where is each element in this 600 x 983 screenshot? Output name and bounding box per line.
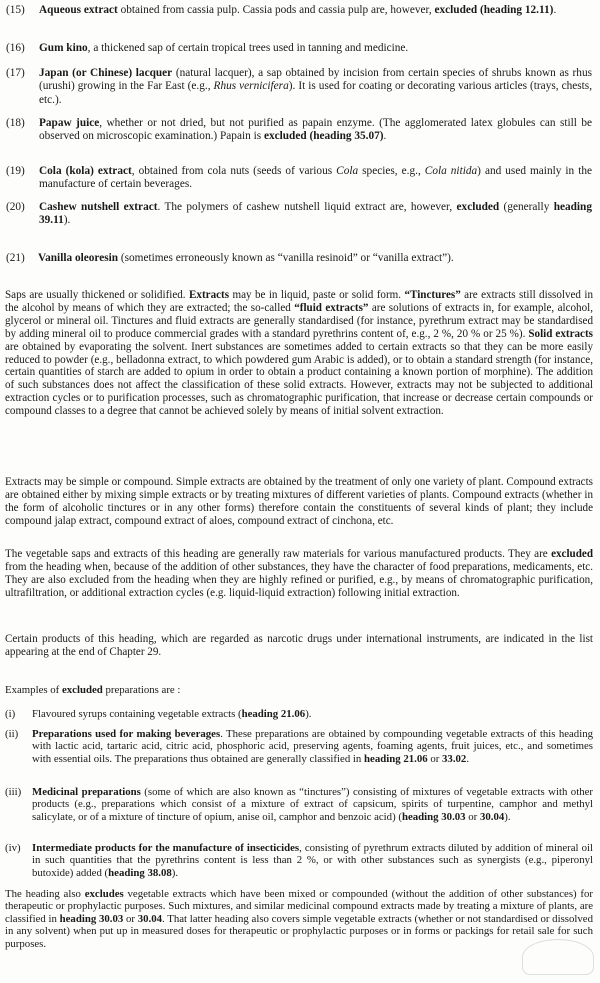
text-run: species, e.g., (358, 165, 425, 177)
bold-term: Cola (kola) extract (39, 165, 132, 177)
item-number: (16) (6, 42, 25, 54)
text-run: or (123, 912, 138, 925)
text-run: (some of which are also known as “tinctures”) consisting of mixtures of vegetable extracts with other products (e.g., preparations which consist of a mixture of extract of capsicum, spirits of turpentine, camphor and methyl salicylate, or of a mixture of tincture of opium, anise oil, camphor and benzoic acid) ( (32, 786, 593, 823)
text-run: (sometimes erroneously known as “vanilla resinoid” or “vanilla extract”). (118, 252, 454, 264)
text-run: , obtained from cola nuts (seeds of various (131, 165, 337, 177)
bold-term: heading 21.06 (364, 752, 428, 765)
bold-term: excluded (heading 12.11) (434, 4, 554, 16)
bold-term: excludes (84, 888, 124, 900)
text-run: . That latter heading also covers simple vegetable extracts (whether or not standardised or dissolved in any solvent) when put up in measured doses for therapeutic or prophylactic purposes or in forms or packings for retail sale for such purposes. (5, 912, 593, 950)
text-run: obtained from cassia pulp. Cassia pods and cassia pulp are, however, (117, 4, 435, 16)
bold-term: excluded (551, 548, 593, 560)
item-number: (21) (6, 252, 25, 264)
bold-term: Intermediate products for the manufacture of insecticides (32, 842, 300, 854)
bold-term: Preparations used for making beverages (32, 728, 221, 740)
text-run: Flavoured syrups containing vegetable extracts ( (32, 708, 242, 720)
paragraph-simple-compound (5, 476, 593, 528)
text-run: Extracts may be simple or compound. Simple extracts are obtained by the treatment of only one variety of plant. Compound extracts are obtained either by mixing simple extracts or by treating mixtures of different varieties of plants. Compound extracts (whether in the form of alcoholic tinctures or in any other forms) therefore contain the constituents of several kinds of plant; they include compound jalap extract, compound extract of aloes, compound extract of cinchona, etc. (5, 476, 593, 527)
bold-term: Aqueous extract (39, 4, 118, 16)
list-item-21 (6, 252, 592, 265)
sub-item-iv (5, 842, 593, 879)
text-run: from the heading when, because of the addition of other substances, they have the character of food preparations, medicaments, etc. They are also excluded from the heading when they are highly refined or purified, e.g., by means of chromatographic purification, ultrafiltration, or additional extraction cycles (e.g. liquid-liquid extraction) following initial extraction. (5, 560, 593, 599)
bold-term: 33.02 (442, 752, 467, 765)
text-run: The heading also (5, 888, 85, 900)
sub-item-number: (iii) (5, 786, 22, 798)
item-number: (19) (6, 165, 25, 177)
bold-term: Medicinal preparations (32, 786, 141, 798)
bold-term: excluded (heading 35.07) (263, 130, 384, 143)
text-run: preparations are : (102, 684, 181, 696)
bold-term: heading 30.03 (59, 912, 124, 925)
bold-term: “Tinctures” (404, 289, 461, 301)
list-item-18 (6, 117, 592, 144)
text-run: may be in liquid, paste or solid form. (229, 289, 405, 301)
bold-term: excluded (456, 201, 500, 213)
item-text (39, 42, 592, 55)
italic-term: Rhus vernicifera (213, 80, 289, 93)
item-text (39, 67, 592, 107)
sub-item-number: (i) (5, 708, 16, 720)
sub-item-text (32, 728, 593, 765)
text-run: (generally (499, 201, 554, 213)
paragraph-closing (5, 888, 593, 950)
item-number: (20) (6, 201, 25, 213)
list-item-16 (6, 42, 592, 55)
item-text (39, 4, 592, 17)
bold-term: Extracts (189, 289, 230, 301)
text-run: (natural lacquer), a sap obtained by incision from certain species of shrubs known as rhus (urushi) growing in the Far East (e.g., (39, 67, 592, 93)
bold-term: Japan (or Chinese) lacquer (39, 67, 173, 79)
text-run: Examples of (5, 684, 62, 696)
item-text (39, 201, 592, 228)
bold-term: heading 21.06 (241, 708, 306, 720)
text-run: Certain products of this heading, which are regarded as narcotic drugs under international instruments, are indicated in the list appearing at the end of Chapter 29. (5, 633, 593, 658)
text-run: ) and used mainly in the manufacture of certain beverages. (39, 165, 593, 191)
bold-term: Solid extracts (528, 327, 593, 340)
list-item-20 (6, 201, 592, 228)
item-number: (15) (6, 4, 25, 16)
text-run: ). (305, 708, 312, 720)
item-number: (17) (6, 67, 25, 79)
text-run: . The polymers of cashew nutshell liquid extract are, however, (157, 201, 457, 213)
paragraph-narcotic (5, 633, 593, 659)
text-run: are obtained by evaporating the solvent. Inert substances are sometimes added to certain extracts so that they can be more easily reduced to powder (e.g., belladonna extract, to which powdered gum Arabic is added), or to obtain a standard strength (for instance, certain quantities of starch are added to opium in order to obtain a product containing a known portion of morphine). The addition of such substances does not affect the classification of these solid extracts. However, extracts may not be subjected to additional extraction cycles or to purification processes, such as chromatographic purification, that increase or decrease certain compounds or compound classes to a degree that cannot be achieved solely by means of initial solvent extraction. (5, 340, 593, 418)
bold-term: 30.04 (479, 810, 505, 823)
bold-term: Cashew nutshell extract (39, 201, 158, 213)
text-run: , whether or not dried, but not purified as papain enzyme. (The agglomerated latex globules can still be observed on microscopic examination.) Papain is (39, 117, 592, 143)
list-item-17 (6, 67, 592, 107)
text-run: The vegetable saps and extracts of this heading are generally raw materials for various manufactured products. They are (5, 548, 552, 560)
stamp-mark (522, 939, 594, 975)
paragraph-extracts (5, 289, 593, 418)
bold-term: excluded (61, 684, 103, 696)
sub-item-number: (ii) (5, 728, 19, 740)
bold-term: Papaw juice (39, 117, 100, 129)
bold-term: heading 38.08 (108, 866, 172, 879)
text-run: or (465, 810, 480, 823)
text-run: Saps are usually thickened or solidified. (5, 289, 189, 301)
sub-item-text (32, 708, 593, 720)
italic-term: Cola nitida (424, 165, 478, 177)
sub-item-iii (5, 786, 593, 823)
list-item-15 (6, 4, 592, 17)
text-run: , a thickened sap of certain tropical trees used in tanning and medicine. (87, 42, 409, 54)
examples-heading (5, 684, 593, 696)
list-item-19 (6, 165, 592, 192)
text-run: . (466, 752, 470, 765)
item-text (39, 117, 592, 144)
text-run: . (553, 4, 557, 16)
sub-item-i (5, 708, 593, 720)
text-run: ). It is used for coating or decorating various articles (trays, chests, etc.). (39, 80, 593, 106)
sub-item-text (32, 842, 593, 879)
bold-term: 30.04 (137, 912, 162, 925)
bold-term: “fluid extracts” (294, 301, 369, 314)
text-run: are solutions of extracts in, for example, alcohol, glycerol or mineral oil. Tinctures and fluid extracts are generally standardised (for instance, pyrethrum extract may be standardised by adding mineral oil to produce commercial grades with a standard pyrethrins content of, e.g., 2 %, 20 % or 25 %). (5, 301, 593, 340)
text-run: ). (63, 214, 71, 227)
bold-term: heading 39.11 (39, 201, 592, 227)
bold-term: Vanilla oleoresin (38, 252, 119, 264)
text-run: ). (171, 866, 179, 879)
text-run: . These preparations are obtained by compounding vegetable extracts of this heading with lactic acid, tartaric acid, citric acid, phosphoric acid, preserving agents, foaming agents, fruit juices, etc., and sometimes with essential oils. The preparations thus obtained are generally classified in (32, 728, 594, 765)
text-run: . (383, 130, 387, 143)
sub-item-number: (iv) (5, 842, 21, 854)
bold-term: heading 30.03 (401, 810, 466, 823)
paragraph-exclusions (5, 548, 593, 600)
item-text (38, 252, 592, 265)
item-text (39, 165, 592, 192)
text-run: or (427, 752, 443, 765)
item-number: (18) (6, 117, 25, 129)
sub-item-ii (5, 728, 593, 765)
bold-term: Gum kino (39, 42, 88, 54)
text-run: , consisting of pyrethrum extracts diluted by addition of mineral oil in such quantities that the pyrethrins content is less than 2 %, or with other substances such as synergists (e.g., piperonyl butoxide) added ( (32, 842, 593, 879)
text-run: are extracts still dissolved in the alcohol by means of which they are extracted; the so-called (5, 289, 593, 314)
text-run: vegetable extracts which have been mixed or compounded (without the addition of other substances) for therapeutic or prophylactic purposes. Such mixtures, and similar medicinal compound extracts made by treating a mixture of plants, are classified in (5, 888, 593, 925)
italic-term: Cola (336, 165, 359, 177)
text-run: ). (504, 810, 511, 823)
sub-item-text (32, 786, 593, 823)
